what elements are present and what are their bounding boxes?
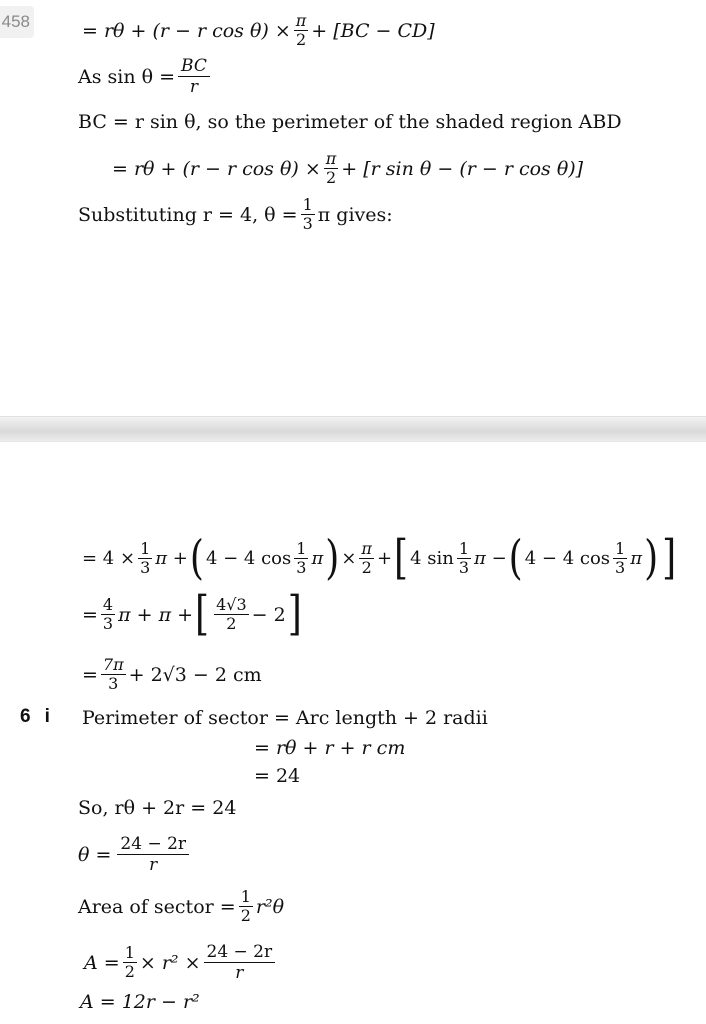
frac-den: 3 xyxy=(615,558,626,577)
frac-num: 1 xyxy=(458,539,470,558)
fraction xyxy=(138,540,152,577)
eq-text: Substituting r = 4, θ = xyxy=(78,203,298,226)
eq-text: 4 − 4 cos xyxy=(524,547,611,569)
eq-text: Perimeter of sector = Arc length + 2 radii xyxy=(82,707,488,729)
equation-line-14 xyxy=(78,888,284,925)
equation-line-6 xyxy=(82,531,678,585)
equation-line-4 xyxy=(112,150,583,187)
close-paren: ) xyxy=(325,531,340,585)
page-divider xyxy=(0,416,706,442)
eq-text: BC = r sin θ, so the perimeter of the shaded region ABD xyxy=(78,111,622,133)
frac-num: 24 − 2r xyxy=(117,834,189,855)
fraction xyxy=(324,150,339,187)
frac-den: 3 xyxy=(108,674,119,693)
equation-line-13 xyxy=(78,834,192,875)
frac-num: π xyxy=(325,149,337,168)
frac-num: π xyxy=(361,539,372,558)
eq-text: = 4 × xyxy=(82,547,136,569)
frac-num: 24 − 2r xyxy=(204,942,276,963)
frac-den: 2 xyxy=(295,30,307,49)
fraction xyxy=(613,540,627,577)
fraction xyxy=(301,196,315,233)
eq-text: θ = xyxy=(78,843,112,866)
frac-den: r xyxy=(189,77,198,97)
fraction xyxy=(204,942,276,983)
page-number-tab: 458 xyxy=(0,6,34,38)
fraction xyxy=(117,834,189,875)
eq-text: A = 12r − r² xyxy=(80,991,200,1013)
eq-text: = rθ + (r − r cos θ) × xyxy=(82,19,291,42)
equation-line-5 xyxy=(78,196,393,233)
equation-line-10 xyxy=(254,736,405,760)
fraction xyxy=(294,12,309,49)
frac-den: 2 xyxy=(240,906,251,925)
fraction xyxy=(178,56,210,97)
fraction xyxy=(214,596,249,633)
frac-den: 3 xyxy=(296,558,307,577)
eq-text: × r² × xyxy=(139,951,201,974)
eq-text: − 2 xyxy=(251,603,286,626)
frac-num: 1 xyxy=(140,539,151,558)
eq-text: π xyxy=(630,547,643,569)
fraction xyxy=(239,888,253,925)
frac-den: 2 xyxy=(361,558,372,577)
fraction xyxy=(123,944,137,981)
open-bracket: [ xyxy=(394,531,409,585)
frac-den: r xyxy=(149,855,158,875)
question-num: 6 xyxy=(20,706,31,727)
eq-text: r²θ xyxy=(255,895,285,918)
fraction xyxy=(457,540,471,577)
equation-line-3 xyxy=(78,110,622,134)
equation-line-15 xyxy=(84,942,278,983)
eq-text: 4 − 4 cos xyxy=(205,547,292,569)
eq-text: + xyxy=(376,547,393,569)
fraction xyxy=(101,656,126,693)
eq-text: 4 sin xyxy=(410,547,454,569)
frac-den: 3 xyxy=(458,558,470,577)
eq-text: π gives: xyxy=(317,203,393,226)
eq-text: + [r sin θ − (r − r cos θ)] xyxy=(341,157,584,180)
frac-num: 1 xyxy=(302,195,313,214)
equation-line-11 xyxy=(254,764,300,788)
frac-num: 4√3 xyxy=(216,595,247,614)
eq-text: = xyxy=(82,603,98,626)
eq-text: = rθ + r + r cm xyxy=(254,737,406,759)
question-number xyxy=(20,706,50,728)
eq-text: = 24 xyxy=(254,765,301,787)
open-paren: ( xyxy=(189,531,204,585)
eq-text: π xyxy=(311,547,324,569)
fraction xyxy=(359,540,374,577)
frac-num: BC xyxy=(178,56,210,77)
close-bracket: ] xyxy=(287,587,302,641)
eq-text: So, rθ + 2r = 24 xyxy=(78,797,237,819)
frac-num: 1 xyxy=(615,539,626,558)
equation-line-12 xyxy=(78,796,236,820)
frac-num: 1 xyxy=(124,943,135,962)
frac-den: 2 xyxy=(226,614,237,633)
eq-text: π + xyxy=(155,547,188,569)
equation-line-1 xyxy=(82,12,435,49)
equation-line-9 xyxy=(82,706,488,730)
equation-line-2 xyxy=(78,56,213,97)
eq-text: π − xyxy=(474,547,507,569)
eq-text: + [BC − CD] xyxy=(311,19,435,42)
close-bracket: ] xyxy=(662,531,677,585)
frac-den: r xyxy=(235,963,244,983)
fraction xyxy=(101,596,115,633)
eq-text: = rθ + (r − r cos θ) × xyxy=(112,157,321,180)
frac-num: 1 xyxy=(240,887,251,906)
frac-den: 3 xyxy=(102,614,114,633)
open-bracket: [ xyxy=(195,587,210,641)
eq-text: Area of sector = xyxy=(78,895,236,918)
eq-text: + 2√3 − 2 cm xyxy=(128,663,262,686)
eq-text: π + π + xyxy=(118,603,194,626)
eq-text: = xyxy=(82,663,98,686)
frac-num: π xyxy=(295,11,307,30)
fraction xyxy=(294,540,308,577)
frac-den: 2 xyxy=(124,962,135,981)
frac-num: 7π xyxy=(102,655,124,674)
eq-text: A = xyxy=(84,951,120,974)
frac-den: 3 xyxy=(302,214,313,233)
equation-line-8 xyxy=(82,656,262,693)
frac-num: 1 xyxy=(296,539,307,558)
close-paren: ) xyxy=(644,531,659,585)
equation-line-16 xyxy=(80,990,200,1014)
question-part: i xyxy=(44,706,50,727)
eq-text: As sin θ = xyxy=(78,65,176,88)
frac-den: 2 xyxy=(325,168,337,187)
open-paren: ( xyxy=(508,531,523,585)
frac-num: 4 xyxy=(102,595,114,614)
frac-den: 3 xyxy=(140,558,151,577)
equation-line-7 xyxy=(82,587,304,641)
eq-text: × xyxy=(341,547,357,569)
